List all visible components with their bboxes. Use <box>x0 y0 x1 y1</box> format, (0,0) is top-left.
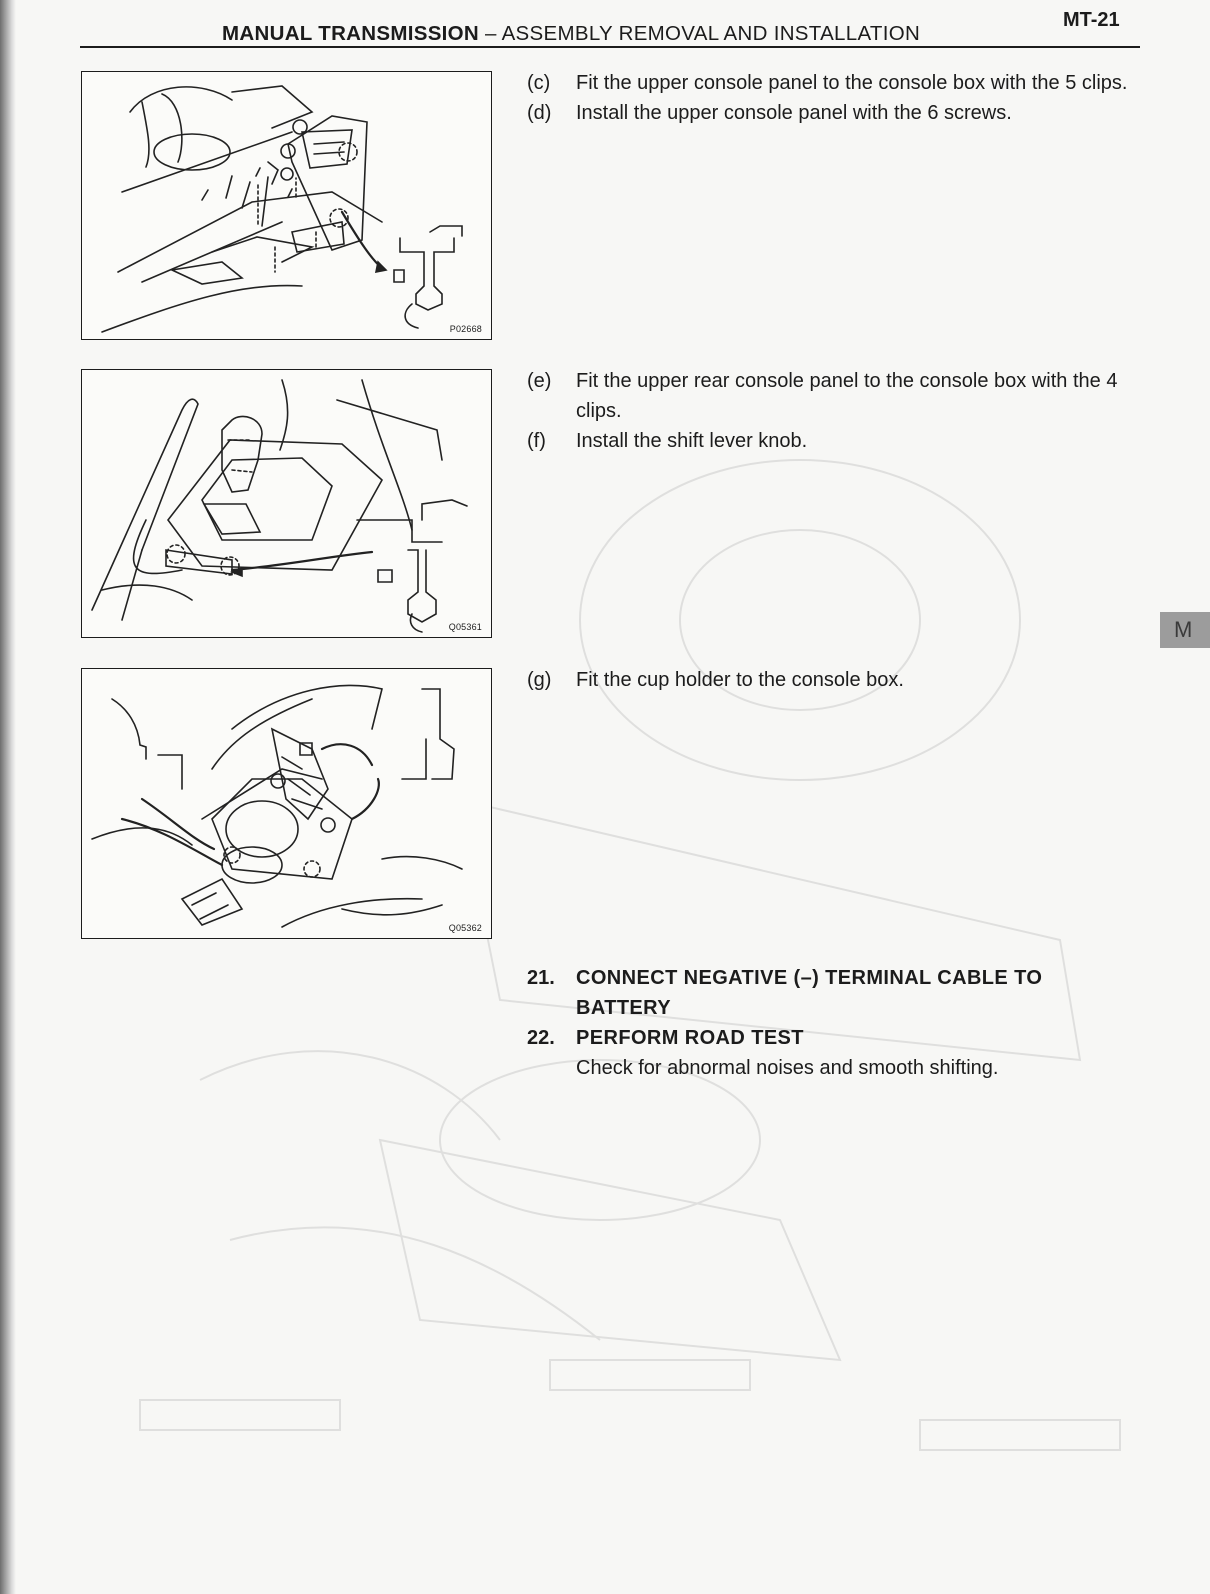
step-e <box>527 366 1143 426</box>
step-text: Install the shift lever knob. <box>576 430 808 452</box>
cup-holder-illustration <box>82 669 491 938</box>
numbered-sections <box>527 963 1143 1083</box>
step-marker: (f) <box>527 430 546 452</box>
page-binding-edge <box>0 0 16 1594</box>
step-c <box>527 68 1143 98</box>
section-body: Check for abnormal noises and smooth shifting. <box>576 1057 999 1079</box>
steps-group-2 <box>527 366 1143 456</box>
header-rule <box>80 46 1140 48</box>
step-marker: (e) <box>527 370 552 392</box>
step-text: Fit the upper rear console panel to the console box with the 4 clips. <box>576 370 1118 422</box>
header-title <box>222 22 920 46</box>
console-panel-illustration <box>82 72 491 339</box>
header-subtitle: ASSEMBLY REMOVAL AND INSTALLATION <box>501 22 921 45</box>
step-marker: (c) <box>527 72 551 94</box>
figure-code: Q05361 <box>448 622 482 632</box>
steps-group-3 <box>527 665 1143 695</box>
section-21 <box>527 963 1143 1023</box>
figure-upper-console-panel <box>81 71 492 340</box>
page-number: MT-21 <box>1063 9 1120 31</box>
section-number: 21. <box>527 967 555 989</box>
step-g <box>527 665 1143 695</box>
step-text: Fit the cup holder to the console box. <box>576 669 904 691</box>
figure-shift-lever-knob <box>81 369 492 638</box>
step-marker: (d) <box>527 102 552 124</box>
section-title: CONNECT NEGATIVE (–) TERMINAL CABLE TO BATTERY <box>576 967 1043 1019</box>
section-title: PERFORM ROAD TEST <box>576 1027 804 1049</box>
steps-group-1 <box>527 68 1143 128</box>
figure-cup-holder <box>81 668 492 939</box>
figure-code: Q05362 <box>448 923 482 933</box>
side-index-tab: M <box>1160 612 1210 648</box>
step-text: Install the upper console panel with the 6 screws. <box>576 102 1012 124</box>
section-22 <box>527 1023 1143 1083</box>
header-title-main: MANUAL TRANSMISSION <box>222 22 480 45</box>
step-d <box>527 98 1143 128</box>
step-text: Fit the upper console panel to the console box with the 5 clips. <box>576 72 1128 94</box>
step-marker: (g) <box>527 669 552 691</box>
figure-code: P02668 <box>449 324 482 334</box>
section-number: 22. <box>527 1027 555 1049</box>
step-f <box>527 426 1143 456</box>
shift-lever-illustration <box>82 370 491 637</box>
header-separator: – <box>479 22 502 45</box>
